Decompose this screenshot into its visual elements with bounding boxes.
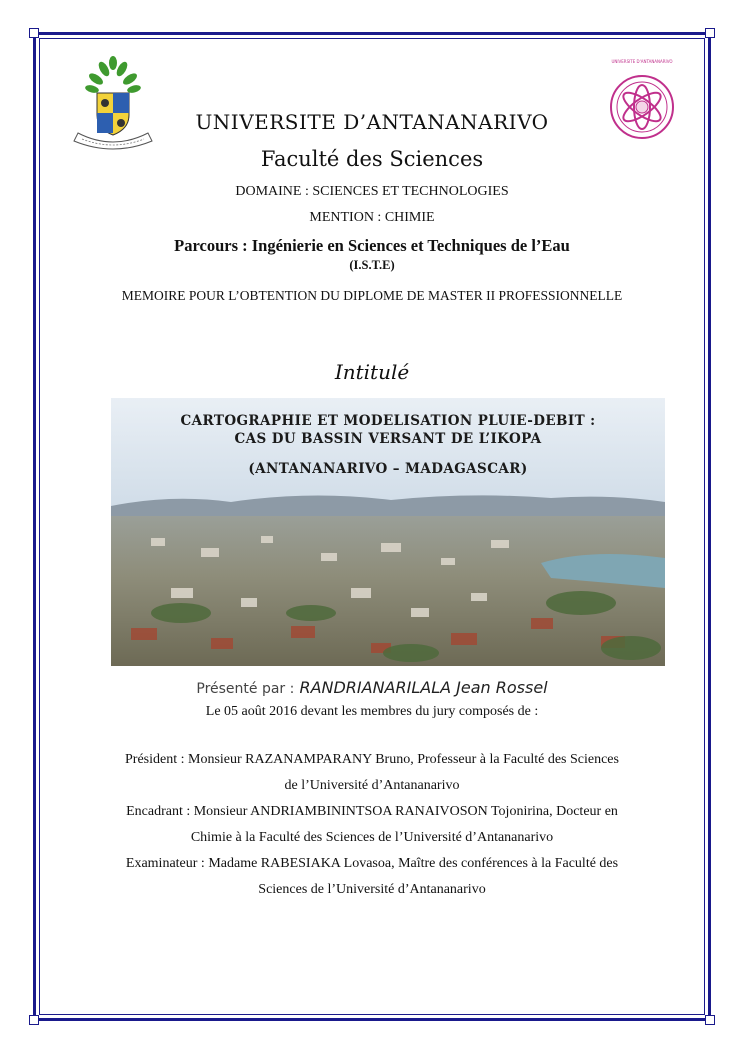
corner-ornament bbox=[705, 28, 715, 38]
cover-title-line2: CAS DU BASSIN VERSANT DE L’IKOPA bbox=[234, 431, 542, 447]
memoire-line: MEMOIRE POUR L’OBTENTION DU DIPLOME DE MASTER II PROFESSIONNELLE bbox=[121, 288, 623, 303]
cover-photo bbox=[111, 398, 665, 666]
presenter-name: RANDRIANARILALA Jean Rossel bbox=[299, 678, 548, 697]
presenter-line bbox=[40, 678, 704, 697]
corner-ornament bbox=[29, 1015, 39, 1025]
domain-line: DOMAINE : SCIENCES ET TECHNOLOGIES bbox=[235, 184, 509, 199]
parcours-acronym: (I.S.T.E) bbox=[349, 258, 395, 272]
parcours-line: Parcours : Ingénierie en Sciences et Techniques de l’Eau bbox=[174, 236, 570, 255]
jury-line: Examinateur : Madame RABESIAKA Lovasoa, Maître des conférences à la Faculté des bbox=[125, 856, 619, 871]
corner-ornament bbox=[29, 28, 39, 38]
svg-text:UNIVERSITE D'ANTANANARIVO: UNIVERSITE D'ANTANANARIVO bbox=[611, 59, 673, 64]
intitule-heading: Intitulé bbox=[334, 360, 410, 384]
jury-line: Encadrant : Monsieur ANDRIAMBININTSOA RANAIVOSON Tojonirina, Docteur en bbox=[126, 804, 618, 819]
university-name: UNIVERSITE D’ANTANANARIVO bbox=[195, 110, 549, 134]
mention-line: MENTION : CHIMIE bbox=[309, 210, 435, 225]
defense-date: Le 05 août 2016 devant les membres du jury composés de : bbox=[205, 704, 539, 719]
corner-ornament bbox=[705, 1015, 715, 1025]
jury-line: Président : Monsieur RAZANAMPARANY Bruno, Professeur à la Faculté des Sciences bbox=[125, 752, 619, 767]
university-crest-icon bbox=[70, 55, 156, 151]
cover-title-line3: (ANTANANARIVO – MADAGASCAR) bbox=[248, 461, 528, 477]
presenter-label: Présenté par : bbox=[196, 681, 295, 697]
jury-member bbox=[40, 747, 704, 903]
jury-line: de l’Université d’Antananarivo bbox=[284, 778, 460, 793]
faculty-name: Faculté des Sciences bbox=[260, 147, 484, 171]
cover-title-line1: CARTOGRAPHIE ET MODELISATION PLUIE-DEBIT : bbox=[180, 413, 596, 429]
jury-line: Sciences de l’Université d’Antananarivo bbox=[258, 882, 486, 897]
jury-line: Chimie à la Faculté des Sciences de l’Université d’Antananarivo bbox=[190, 830, 554, 845]
